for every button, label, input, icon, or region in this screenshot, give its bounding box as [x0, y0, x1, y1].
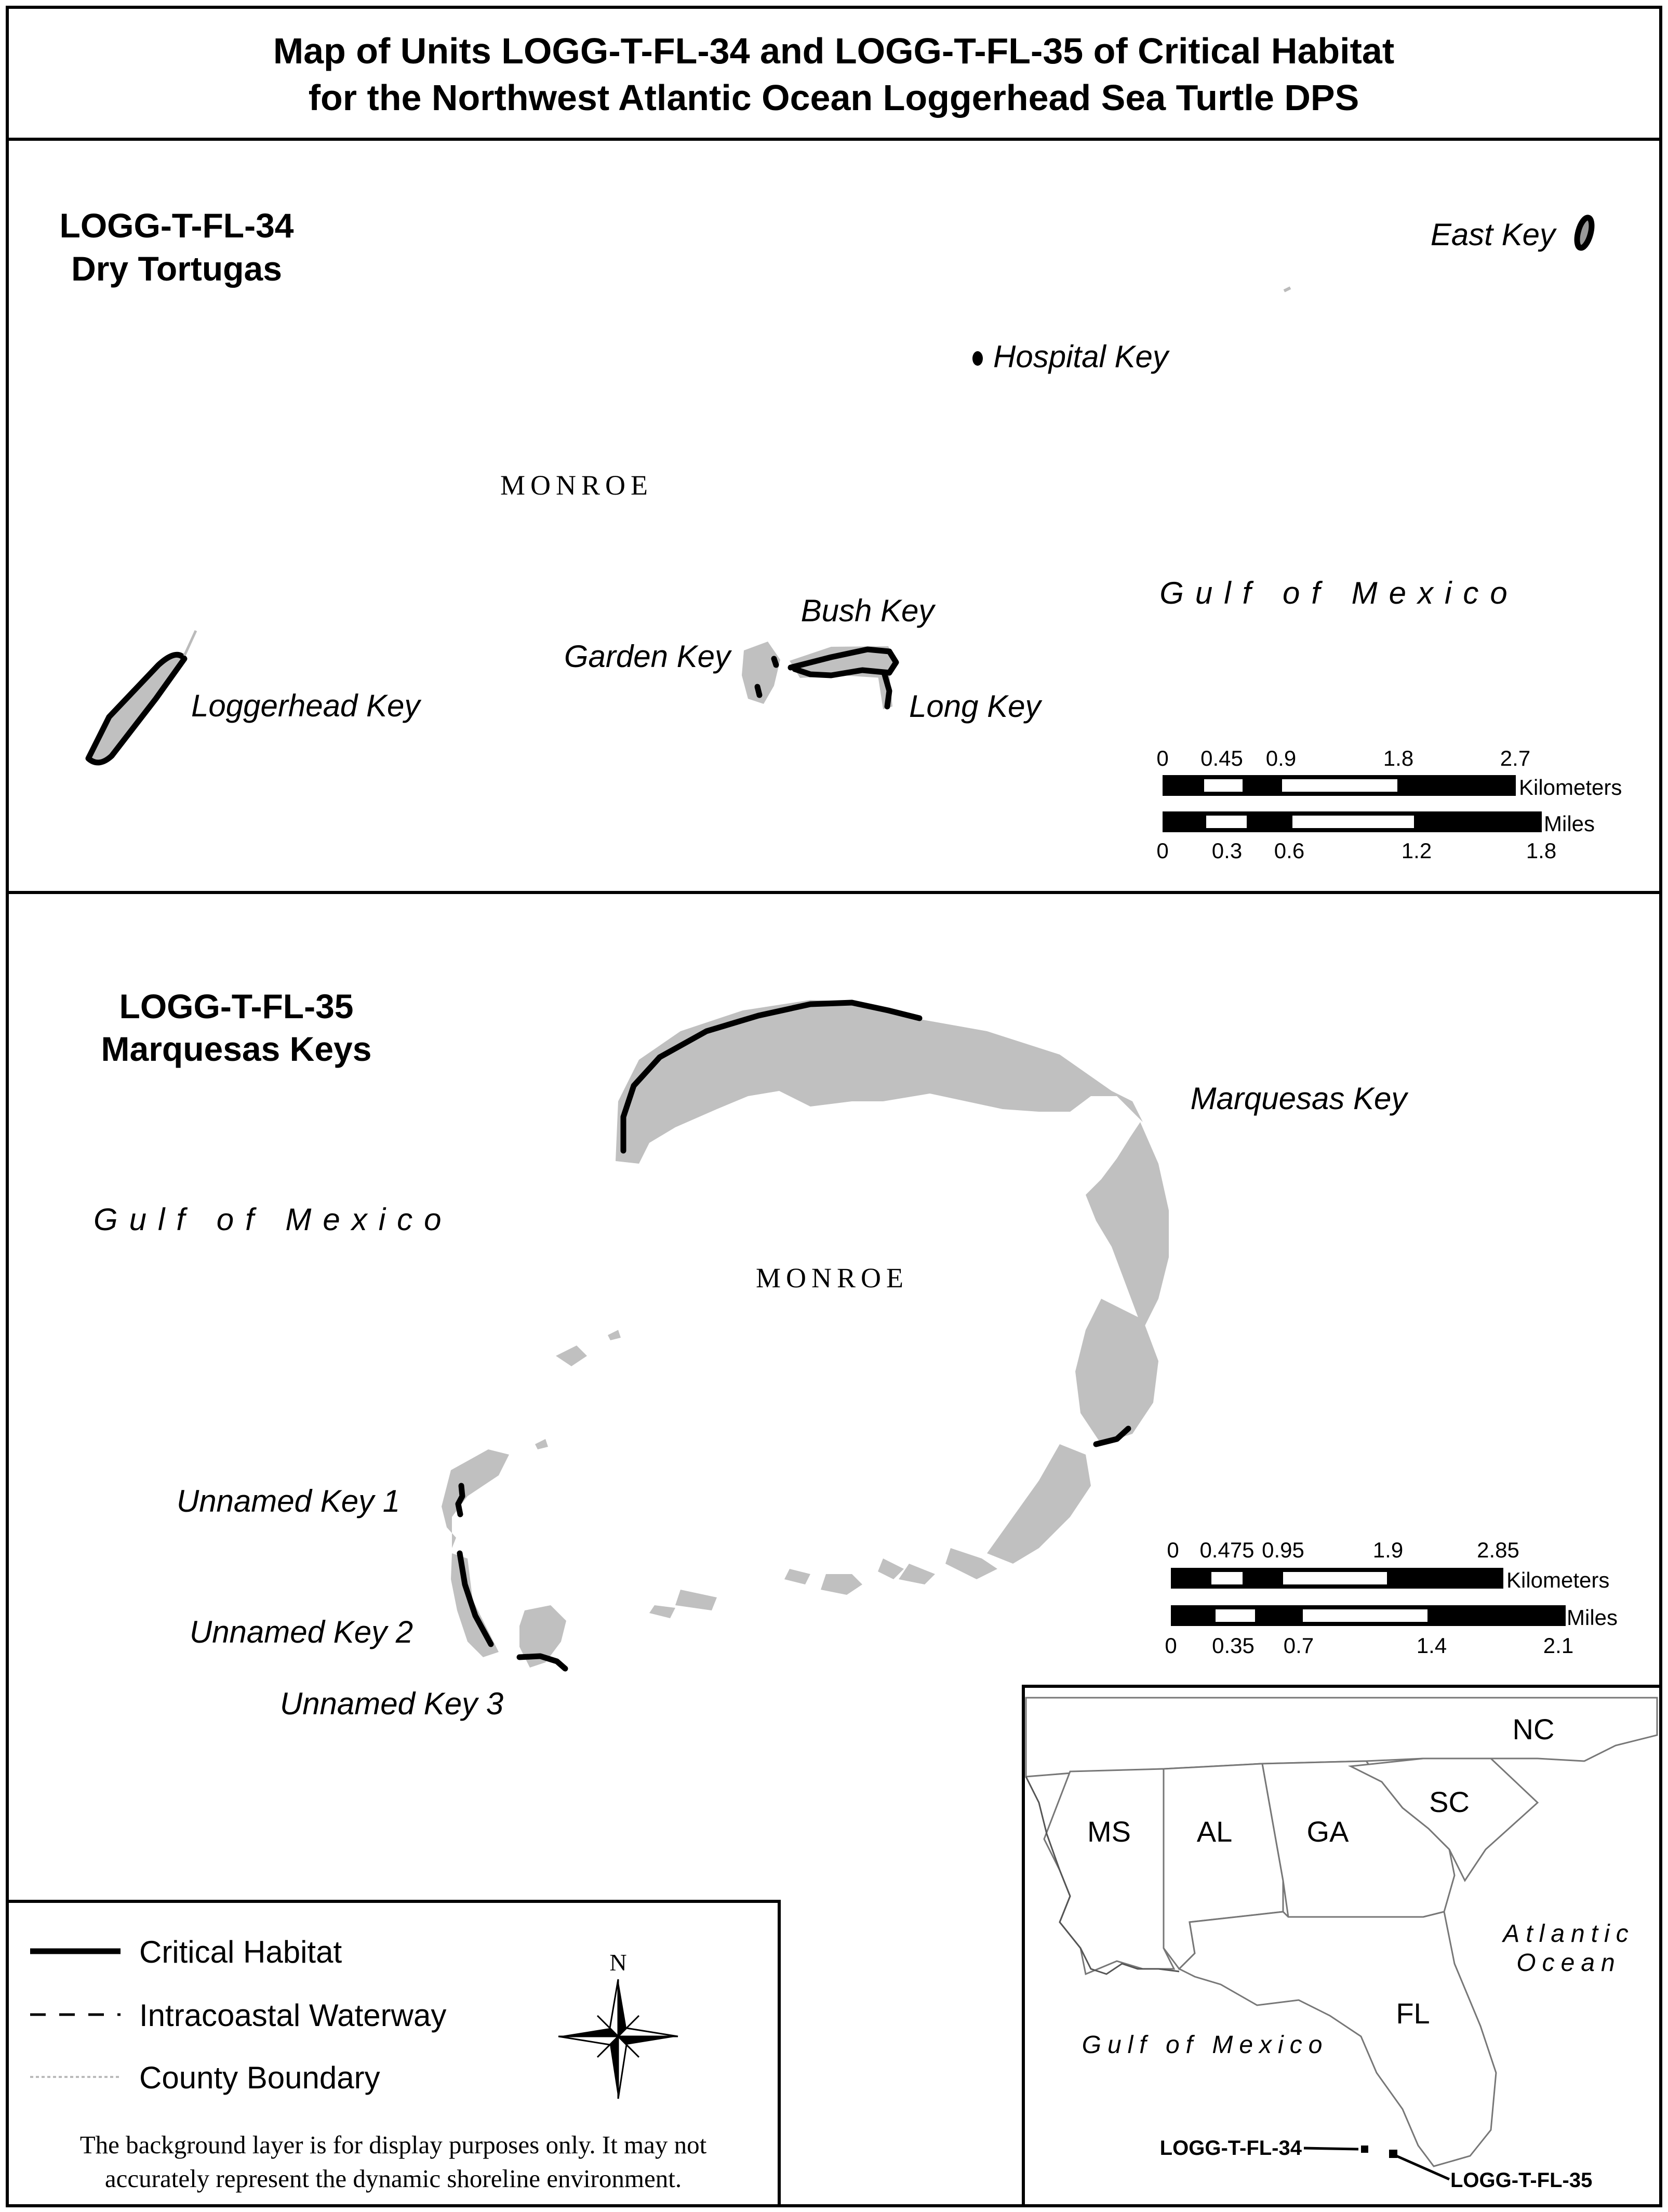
inset-state-ga: GA [1306, 1815, 1349, 1848]
county-label-monroe-2: MONROE [755, 1262, 909, 1294]
label-unnamed-key-2: Unnamed Key 2 [189, 1615, 413, 1649]
north-label: N [609, 1949, 627, 1976]
inset-state-ms: MS [1087, 1815, 1131, 1848]
scale34-mi-tick-0: 0 [1156, 838, 1169, 863]
legend-county-boundary: County Boundary [139, 2060, 380, 2095]
scale35-mi-label: Miles [1567, 1605, 1618, 1630]
inset-map [1023, 1686, 1661, 2206]
unit34-name: Dry Tortugas [71, 249, 282, 288]
label-long-key: Long Key [909, 689, 1041, 724]
legend-intracoastal: Intracoastal Waterway [139, 1998, 447, 2033]
label-east-key: East Key [1430, 217, 1555, 252]
label-bush-key: Bush Key [800, 593, 935, 628]
county-label-monroe: MONROE [500, 470, 653, 501]
island-hospital-key [972, 351, 983, 366]
unit35-id: LOGG-T-FL-35 [119, 987, 354, 1025]
inset-state-sc: SC [1429, 1785, 1470, 1818]
inset-ocean-line-1: Atlantic [1503, 1920, 1635, 1948]
legend-note-line-1: The background layer is for display purposes only. It may not [79, 2130, 707, 2159]
scale35-km-label: Kilometers [1506, 1568, 1610, 1592]
label-garden-key: Garden Key [564, 639, 730, 674]
scale35-km-tick-1: 0.475 [1199, 1538, 1255, 1562]
label-loggerhead-key: Loggerhead Key [191, 688, 420, 723]
scale34-km-tick-3: 1.8 [1383, 746, 1414, 770]
label-hospital-key: Hospital Key [993, 339, 1168, 374]
unit34-id: LOGG-T-FL-34 [59, 206, 294, 245]
scale34-km-tick-2: 0.9 [1265, 746, 1297, 770]
label-unnamed-key-3: Unnamed Key 3 [279, 1686, 504, 1721]
scale34-km-tick-1: 0.45 [1200, 746, 1243, 770]
scale34-mi-tick-1: 0.3 [1211, 838, 1243, 863]
inset-state-al: AL [1196, 1815, 1233, 1848]
inset-state-nc: NC [1512, 1713, 1555, 1745]
scale35-mi-tick-2: 0.7 [1283, 1633, 1314, 1658]
label-marquesas-key: Marquesas Key [1190, 1081, 1407, 1116]
scale34-mi-tick-3: 1.2 [1401, 838, 1432, 863]
inset-unit35-label: LOGG-T-FL-35 [1450, 2169, 1593, 2192]
inset-gulf-label: Gulf of Mexico [1082, 2031, 1329, 2059]
scale34-km-label: Kilometers [1519, 775, 1622, 799]
scale35-km-tick-2: 0.95 [1262, 1538, 1304, 1562]
island-marquesas-atoll [442, 1000, 1169, 1668]
scale34-km-tick-4: 2.7 [1500, 746, 1531, 770]
scale35-mi-tick-1: 0.35 [1212, 1633, 1255, 1658]
scale35-km-tick-4: 2.85 [1477, 1538, 1519, 1562]
inset-unit34-marker [1361, 2146, 1368, 2153]
legend [7, 1901, 779, 2206]
title-line-1: Map of Units LOGG-T-FL-34 and LOGG-T-FL-35 of Critical Habitat [273, 31, 1395, 71]
scale34-km-tick-0: 0 [1156, 746, 1169, 770]
panel-dry-tortugas [7, 139, 1661, 892]
scale34-mi-tick-4: 1.8 [1526, 838, 1557, 863]
scale35-mi-tick-0: 0 [1165, 1633, 1177, 1658]
scale34-mi-label: Miles [1544, 811, 1595, 836]
inset-ocean-line-2: Ocean [1516, 1949, 1621, 1977]
scale35-mi-tick-3: 1.4 [1416, 1633, 1447, 1658]
water-label-gulf: Gulf of Mexico [1159, 576, 1519, 610]
inset-unit34-label: LOGG-T-FL-34 [1159, 2137, 1302, 2160]
water-label-gulf-2: Gulf of Mexico [94, 1202, 453, 1237]
legend-critical-habitat: Critical Habitat [139, 1935, 342, 1969]
unit35-name: Marquesas Keys [101, 1030, 372, 1068]
legend-note-line-2: accurately represent the dynamic shoreline environment. [104, 2164, 682, 2193]
label-unnamed-key-1: Unnamed Key 1 [176, 1484, 401, 1518]
title-line-2: for the Northwest Atlantic Ocean Loggerhead Sea Turtle DPS [308, 77, 1359, 118]
title-block [7, 7, 1661, 139]
scale34-mi-tick-2: 0.6 [1274, 838, 1305, 863]
inset-state-fl: FL [1396, 1997, 1430, 2030]
scale35-km-tick-0: 0 [1167, 1538, 1179, 1562]
scale35-mi-tick-4: 2.1 [1543, 1633, 1574, 1658]
scale-bar-unit35 [1165, 1538, 1618, 1658]
scale35-km-tick-3: 1.9 [1372, 1538, 1404, 1562]
